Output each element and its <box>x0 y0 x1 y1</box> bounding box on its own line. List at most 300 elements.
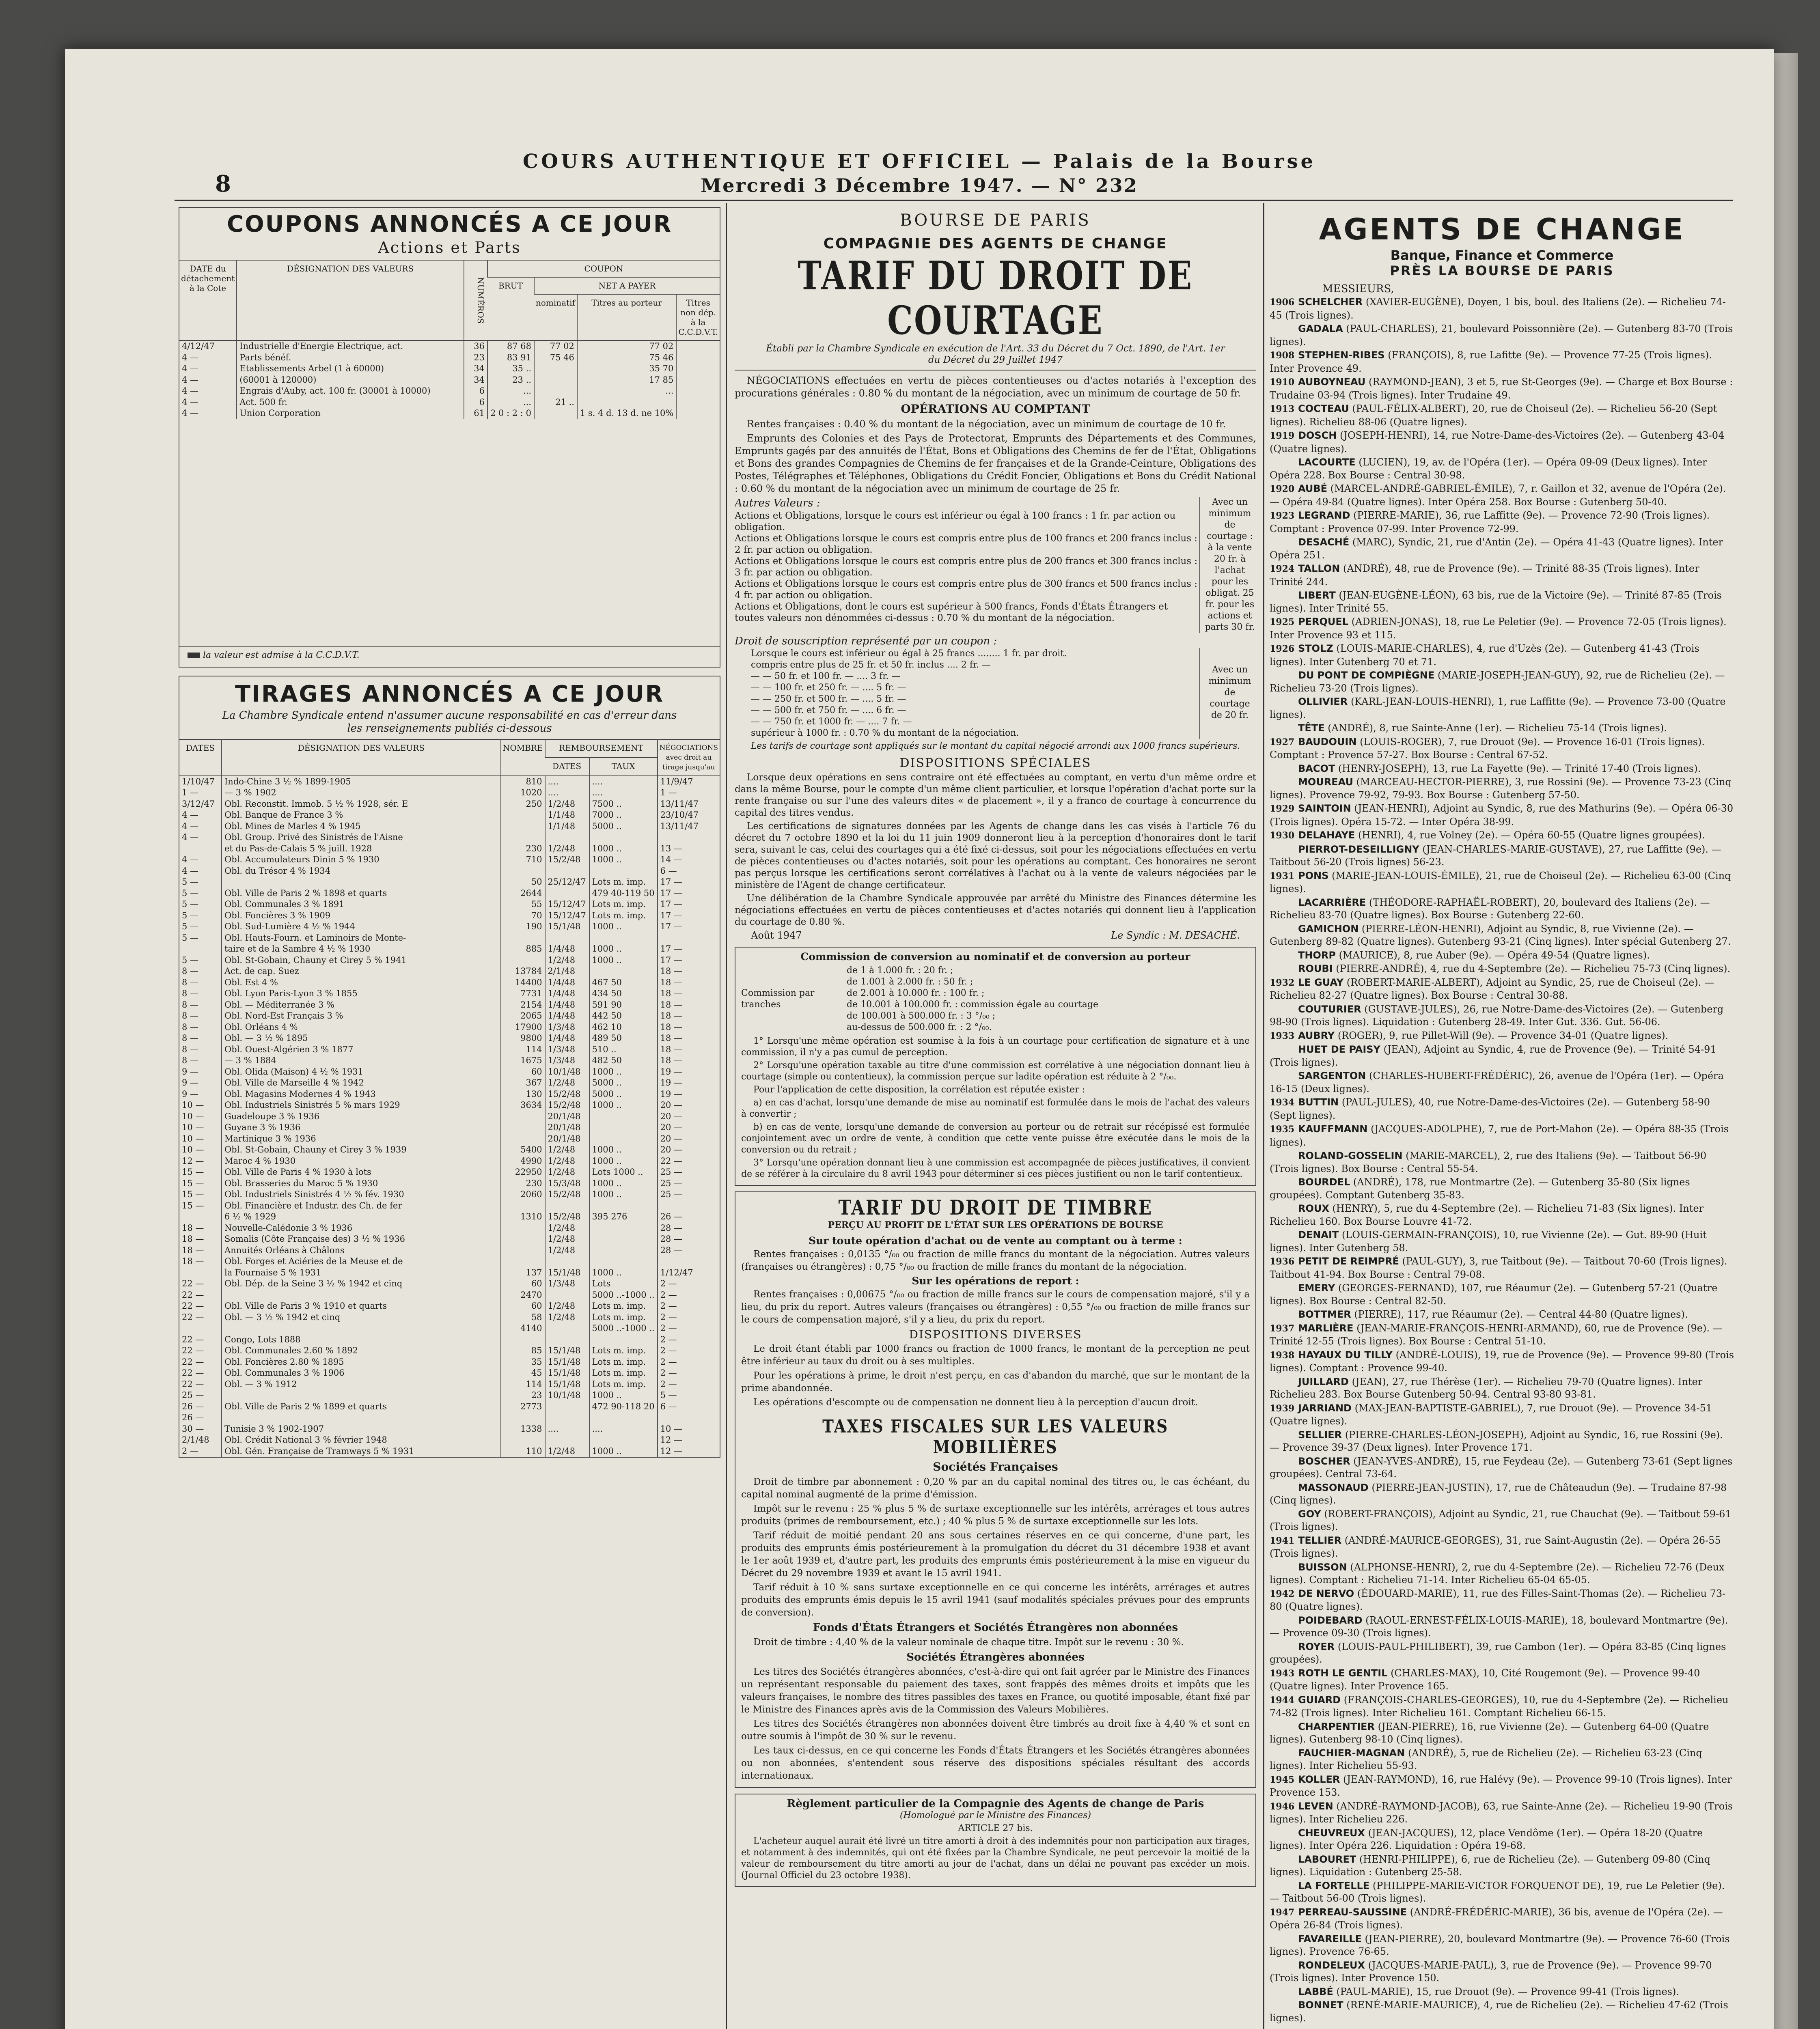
table-cell: 4 — <box>182 855 199 864</box>
coupons-col-numeros: NUMÉROS <box>464 260 487 340</box>
minimum-note: Avec un minimum de courtage : à la vente 20 fr. à l'achat pour les obligat. 25 fr. pour les actions et parts 30 fr. <box>1199 497 1256 633</box>
table-cell: 18 — <box>182 1234 204 1244</box>
agent-detail: (PAUL-JULES), 40, rue Notre-Dame-des-Victoires (2e). — Gutenberg 58-90 (Sept lignes). <box>1270 1096 1710 1121</box>
agent-detail: (MARIE-JEAN-LOUIS-ÉMILE), 21, rue de Choiseul (2e). — Richelieu 63-00 (Cinq lignes). <box>1270 870 1731 894</box>
agent-name: LABBÉ <box>1298 1986 1333 1997</box>
table-cell: 8 — <box>182 1044 199 1054</box>
agent-detail: (JEAN-JACQUES), 12, place Vendôme (1er). — Opéra 18-20 (Quatre lignes). Inter Opéra 226. Liquidation : Opéra 19-68. <box>1270 1827 1703 1851</box>
table-cell <box>545 866 589 877</box>
table-cell: 1 s. 4 d. 13 d. ne 10% <box>577 408 677 419</box>
table-cell <box>501 866 545 877</box>
table-cell <box>589 966 658 977</box>
table-cell: Obl. Lyon Paris-Lyon 3 % 1855 <box>222 988 501 999</box>
table-cell: 1/3/48 <box>545 1044 589 1055</box>
table-cell: 17 — <box>658 955 720 966</box>
list-item <box>1270 616 1734 642</box>
table-row <box>179 1077 720 1089</box>
agent-year: 1937 <box>1270 1323 1295 1334</box>
table-cell <box>534 375 577 386</box>
table-cell: 22 — <box>182 1279 204 1288</box>
table-cell: Obl. du Trésor 4 % 1934 <box>222 866 501 877</box>
table-cell: 10 — <box>182 1111 204 1121</box>
table-cell: 6 — <box>658 1401 720 1413</box>
table-cell: ... <box>577 386 677 397</box>
table-cell: 25 — <box>658 1167 720 1178</box>
table-cell: Obl. Industriels Sinistrés 5 % mars 1929 <box>222 1100 501 1111</box>
table-cell: 1000 .. <box>589 1156 658 1167</box>
table-cell: Lots m. imp. <box>589 1379 658 1390</box>
table-cell <box>589 1334 658 1346</box>
table-cell <box>222 1290 501 1301</box>
table-cell: 17 — <box>658 910 720 922</box>
agent-name: LEVEN <box>1298 1800 1333 1812</box>
list-item: — — 50 fr. et 100 fr. — .... 3 fr. — <box>751 671 901 681</box>
bourse-heading: BOURSE DE PARIS <box>900 211 1091 230</box>
table-row <box>179 363 720 375</box>
agent-name: GAMICHON <box>1298 923 1359 935</box>
agent-detail: (PIERRE-MARIE), 36, rue Laffitte (9e). — Provence 72-90 (Trois lignes). Comptant : Provence 07-99. Inter Provence 72-99. <box>1270 510 1710 534</box>
table-cell <box>501 1256 545 1267</box>
table-cell: 230 <box>501 1178 545 1189</box>
table-cell: 18 — <box>658 1055 720 1066</box>
masthead-date: Mercredi 3 Décembre 1947. — N° 232 <box>701 174 1138 196</box>
agent-year: 1930 <box>1270 830 1295 841</box>
agent-name: COCTEAU <box>1298 403 1349 414</box>
agent-year: 1920 <box>1270 484 1295 494</box>
agent-name: ROLAND-GOSSELIN <box>1298 1150 1403 1161</box>
table-cell <box>658 1412 720 1424</box>
agent-detail: (ANDRÉ-MAURICE-GEORGES), 31, rue Saint-Augustin (2e). — Opéra 26-55 (Trois lignes). <box>1270 1534 1721 1559</box>
table-cell <box>501 1412 545 1424</box>
tarifs-note: Les tarifs de courtage sont appliqués sur le montant du capital négocié arrondi aux 1000 francs supérieurs. <box>750 741 1240 751</box>
list-item <box>1270 1614 1734 1640</box>
table-cell: 2644 <box>501 888 545 899</box>
table-cell <box>676 375 720 386</box>
table-cell: Obl. Industriels Sinistrés 4 ½ % fév. 1930 <box>222 1189 501 1200</box>
table-cell <box>589 1234 658 1245</box>
agent-detail: (PIERRE), 117, rue Réaumur (2e). — Central 44-80 (Quatre lignes). <box>1354 1309 1688 1320</box>
agent-detail: (JOSEPH-HENRI), 14, rue Notre-Dame-des-Victoires (2e). — Gutenberg 43-04 (Quatre lignes). <box>1270 430 1725 454</box>
agent-year: 1947 <box>1270 1907 1295 1918</box>
table-cell: 5000 ..-1000 .. <box>589 1290 658 1301</box>
table-row <box>179 799 720 810</box>
table-cell: Obl. Forges et Aciéries de la Meuse et de <box>222 1256 501 1267</box>
souscription-min: Avec un minimum de courtage de 20 fr. <box>1199 648 1256 739</box>
table-cell: 1/2/48 <box>545 1312 589 1323</box>
table-cell: 15 — <box>182 1167 204 1177</box>
table-cell: taire et de la Sambre 4 ½ % 1930 <box>222 943 501 955</box>
table-cell: 2 — <box>658 1357 720 1368</box>
table-cell: 1/12/47 <box>658 1267 720 1279</box>
societes-francaises: Sociétés Françaises <box>933 1460 1058 1473</box>
table-cell: 18 — <box>182 1256 204 1266</box>
list-item <box>1270 829 1734 842</box>
commission-notes <box>741 1036 1250 1180</box>
diverses-2: Les opérations d'escompte ou de compensation ne donnent lieu à la perception d'aucun droit. <box>753 1397 1198 1408</box>
abonnees-title: Sociétés Étrangères abonnées <box>906 1651 1085 1663</box>
agent-name: STEPHEN-RIBES <box>1298 349 1385 361</box>
table-cell: 10/1/48 <box>545 1066 589 1078</box>
agent-detail: (KARL-JEAN-LOUIS-HENRI), 1, rue Laffitte (9e). — Provence 73-00 (Quatre lignes). <box>1270 696 1726 720</box>
table-cell: 55 <box>501 899 545 910</box>
agent-name: BONNET <box>1298 1999 1343 2011</box>
table-cell: Obl. Ville de Paris 2 % 1898 et quarts <box>222 888 501 899</box>
table-row <box>179 1267 720 1279</box>
coupons-col-brut: BRUT <box>487 277 534 340</box>
table-cell <box>222 1323 501 1334</box>
agent-detail: (PAUL-GUY), 3, rue Taitbout (9e). — Taitbout 70-60 (Trois lignes). Taitbout 41-94. Box Bourse : Central 79-08. <box>1270 1256 1727 1280</box>
table-cell: Obl. Brasseries du Maroc 5 % 1930 <box>222 1178 501 1189</box>
agent-detail: (ROBERT-MARIE-ALBERT), Adjoint au Syndic, 25, rue de Choiseul (2e). — Richelieu 82-27 (Quatre lignes). Box Bourse : Central 30-88. <box>1270 976 1714 1001</box>
table-cell: 22 — <box>182 1379 204 1389</box>
table-cell: 2 — <box>658 1368 720 1379</box>
table-cell: 710 <box>501 854 545 866</box>
table-row <box>179 999 720 1011</box>
list-item <box>1270 1721 1734 1746</box>
table-cell: 2 — <box>658 1345 720 1357</box>
table-cell: 20/1/48 <box>545 1122 589 1133</box>
emprunts-text: Emprunts des Colonies et des Pays de Protectorat, Emprunts des Départements et des Communes, Emprunts gagés par des annuités de l'État, Bons et Obligations des Chemins de fer de l'État, Obligations et Bons des grandes Compagnies de Chemins de fer françaises et de la Grande-Ceinture, Obligations des Postes, Télégraphes et Téléphones, Obligations du Crédit Foncier, Obligations et Bons du Crédit National : 0.60 % du montant de la négociation avec un minimum de courtage de 25 fr. <box>735 433 1256 494</box>
agent-detail: (HENRI-PHILIPPE), 6, rue de Richelieu (2e). — Gutenberg 09-80 (Cinq lignes). Liquidation : Gutenberg 25-58. <box>1270 1853 1710 1878</box>
table-cell: 35 70 <box>577 363 677 375</box>
table-cell: 15/3/48 <box>545 1178 589 1189</box>
table-cell: 482 50 <box>589 1055 658 1066</box>
list-item <box>1270 642 1734 668</box>
list-item <box>1270 776 1734 801</box>
table-cell: 472 90-118 20 <box>589 1401 658 1413</box>
table-cell: 1000 .. <box>589 1267 658 1279</box>
tarif-courtage-sub: Établi par la Chambre Syndicale en exécution de l'Art. 33 du Décret du 7 Oct. 1890, de l'Art. 1er du Décret du 29 Juillet 1947 <box>766 343 1225 365</box>
table-cell: 15/1/48 <box>545 1368 589 1379</box>
table-cell <box>676 352 720 364</box>
table-cell: 19 — <box>658 1089 720 1100</box>
commission-title: Commission de conversion au nominatif et de conversion au porteur <box>800 951 1190 963</box>
table-cell: 5000 .. <box>589 821 658 832</box>
table-cell: Lots m. imp. <box>589 899 658 910</box>
table-cell: 4 — <box>182 397 199 407</box>
list-item <box>1270 843 1734 869</box>
table-row <box>179 1334 720 1346</box>
autres-line-4: Actions et Obligations, dont le cours est supérieur à 500 francs, Fonds d'États Étrangers et toutes valeurs non dénommées ci-dessus : 0.70 % du montant de la négociation. <box>735 601 1168 623</box>
coupons-col-porteur: Titres au porteur <box>577 294 677 340</box>
table-cell: 15/2/48 <box>545 1089 589 1100</box>
table-cell: 190 <box>501 921 545 933</box>
autres-line-1: Actions et Obligations lorsque le cours est compris entre plus de 100 francs et 200 francs inclus : 2 fr. par action ou obligation. <box>735 533 1198 555</box>
table-cell: Obl. Ville de Marseille 4 % 1942 <box>222 1077 501 1089</box>
table-row <box>179 966 720 977</box>
table-cell <box>501 1334 545 1346</box>
table-cell: 1 — <box>182 788 199 797</box>
reglement-text: L'acheteur auquel aurait été livré un titre amorti à droit à des indemnités pour non participation aux tirages, et notamment à des indemnités, qui ont été fixées par la Chambre Syndicale, ne peut percevoir la moitié de la valeur de remboursement du titre amorti au jour de l'achat, dans un délai ne pouvant pas excéder un mois. (Journal Officiel du 23 octobre 1938). <box>741 1836 1250 1880</box>
table-cell: .... <box>545 776 589 788</box>
table-cell: 1/1/48 <box>545 810 589 821</box>
table-cell: Lots m. imp. <box>589 910 658 922</box>
table-cell: Obl. Communales 3 % 1906 <box>222 1368 501 1379</box>
diverses-0: Le droit étant établi par 1000 francs ou fraction de 1000 francs, le montant de la perception ne peut être inférieur au taux du droit ou à ses multiples. <box>741 1344 1250 1367</box>
agent-name: COUTURIER <box>1298 1003 1361 1015</box>
table-cell: 1/4/48 <box>545 999 589 1011</box>
table-cell: 591 90 <box>589 999 658 1011</box>
table-cell: 9800 <box>501 1033 545 1044</box>
table-cell: 15/2/48 <box>545 1211 589 1223</box>
table-cell: 20 — <box>658 1133 720 1145</box>
table-cell: 17 85 <box>577 375 677 386</box>
table-cell: 10/1/48 <box>545 1390 589 1401</box>
agent-detail: (JEAN-YVES-ANDRÉ), 15, rue Feydeau (2e). — Gutenberg 73-61 (Sept lignes groupées). Central 73-64. <box>1270 1455 1733 1480</box>
table-cell: Lots <box>589 1278 658 1290</box>
table-cell: 5400 <box>501 1144 545 1156</box>
coupons-note: la valeur est admise à la C.C.D.V.T. <box>179 646 720 663</box>
table-cell: 479 40-119 50 <box>589 888 658 899</box>
agent-name: AUBRY <box>1298 1030 1335 1041</box>
taxes-0: Droit de timbre par abonnement : 0,20 % par an du capital nominal des titres ou, le cas échéant, du capital nominal augmenté de la prime d'émission. <box>741 1477 1250 1500</box>
table-cell: 15 — <box>182 1200 204 1211</box>
table-cell: 18 — <box>182 1245 204 1255</box>
agent-name: POIDEBARD <box>1298 1614 1363 1626</box>
list-item: Pour l'application de cette disposition, la corrélation est réputée exister : <box>753 1085 1085 1095</box>
table-cell: Obl. Banque de France 3 % <box>222 810 501 821</box>
coupons-title: COUPONS ANNONCÉS A CE JOUR <box>227 211 672 237</box>
table-cell: 8 — <box>182 977 199 987</box>
table-cell: 20 — <box>658 1111 720 1122</box>
fonds-text: Droit de timbre : 4,40 % de la valeur nominale de chaque titre. Impôt sur le revenu : 30 %. <box>753 1637 1184 1648</box>
table-cell: 25 — <box>658 1189 720 1200</box>
agent-name: JARRIAND <box>1298 1402 1352 1414</box>
table-cell: 1/2/48 <box>545 799 589 810</box>
table-row <box>179 1301 720 1312</box>
agent-detail: (CHARLES-MAX), 10, Cité Rougemont (9e). — Provence 99-40 (Quatre lignes). Inter Provence 165. <box>1270 1667 1700 1692</box>
table-cell: 6 ½ % 1929 <box>222 1211 501 1223</box>
agent-name: DU PONT DE COMPIÈGNE <box>1298 670 1435 681</box>
table-row <box>179 1100 720 1111</box>
agent-detail: (PIERRE-LÉON-HENRI), Adjoint au Syndic, 8, rue Vivienne (2e). — Gutenberg 89-82 (Quatre lignes). Gutenberg 93-21 (Cinq lignes). Inter spécial Gutenberg 27. <box>1270 923 1731 947</box>
autres-line-3: Actions et Obligations lorsque le cours est compris entre plus de 300 francs et 500 francs inclus : 4 fr. par action ou obligation. <box>735 579 1198 601</box>
table-row <box>179 1412 720 1424</box>
table-cell <box>501 1122 545 1133</box>
table-cell: 3634 <box>501 1100 545 1111</box>
timbre-p2: Rentes françaises : 0,00675 °/₀₀ ou fraction de mille francs sur le cours de compensation majoré, s'il y a lieu, du prix du report. Autres valeurs (françaises ou étrangères) : 0,55 °/₀₀ ou fraction de mille francs sur le cours de compensation majoré, s'il y a lieu, du prix du report. <box>741 1289 1250 1325</box>
agent-name: DE NERVO <box>1298 1587 1354 1599</box>
table-cell: 1/2/48 <box>545 955 589 966</box>
agent-name: PONS <box>1298 870 1329 881</box>
table-cell: Lots 1000 .. <box>589 1167 658 1178</box>
agent-name: MARLIÈRE <box>1298 1322 1354 1334</box>
table-cell: 18 — <box>658 1033 720 1044</box>
list-item <box>1270 1070 1734 1095</box>
table-cell: Obl. St-Gobain, Chauny et Cirey 5 % 1941 <box>222 955 501 966</box>
table-cell: Engrais d'Auby, act. 100 fr. (30001 à 10000) <box>237 386 464 397</box>
list-item <box>1270 1667 1734 1693</box>
table-cell: 10 — <box>182 1100 204 1110</box>
agent-name: BOTTMER <box>1298 1309 1351 1320</box>
table-row <box>179 866 720 877</box>
table-cell: Industrielle d'Energie Electrique, act. <box>237 340 464 352</box>
agent-name: HUET DE PAISY <box>1298 1044 1380 1055</box>
table-cell <box>545 832 589 843</box>
negociations-text: NÉGOCIATIONS effectuées en vertu de pièces contentieuses ou d'actes notariés à l'exception des procurations générales : 0.80 % du montant de la négociation, avec un minimum de courtage de 50 fr. <box>735 375 1256 399</box>
table-cell: 9 — <box>182 1089 199 1099</box>
table-cell: Obl. Communales 2.60 % 1892 <box>222 1345 501 1357</box>
table-cell: 6 — <box>658 866 720 877</box>
table-cell <box>676 340 720 352</box>
table-cell <box>676 408 720 419</box>
agent-year: 1932 <box>1270 977 1295 988</box>
table-cell <box>589 1435 658 1446</box>
agent-name: OLLIVIER <box>1298 696 1348 707</box>
table-cell <box>179 843 222 855</box>
table-cell: .... <box>545 787 589 799</box>
list-item <box>1270 1123 1734 1149</box>
table-cell: 28 — <box>658 1223 720 1234</box>
taxes-3: Tarif réduit à 10 % sans surtaxe exceptionnelle en ce qui concerne les intérêts, arrérages et autres produits des emprunts émis depuis le 15 avril 1941 (sauf modalités spéciales prévues pour des emprunts de conversion). <box>741 1582 1250 1618</box>
agent-name: LA FORTELLE <box>1298 1880 1370 1891</box>
table-cell: 18 — <box>658 977 720 989</box>
table-row <box>179 1278 720 1290</box>
tirages-col-negociations: NÉGOCIATIONS avec droit au tirage jusqu'au <box>658 739 720 776</box>
table-cell: Annuités Orléans à Châlons <box>222 1245 501 1256</box>
agent-detail: (LOUIS-ROGER), 7, rue Drouot (9e). — Provence 16-01 (Trois lignes). Comptant : Provence 57-27. Box Bourse : Central 67-52. <box>1270 736 1705 760</box>
agent-name: KOLLER <box>1298 1773 1340 1785</box>
coupons-col-net: NET A PAYER <box>534 277 720 294</box>
table-cell: 2/1/48 <box>545 966 589 977</box>
agent-name: FAVAREILLE <box>1298 1933 1362 1945</box>
table-cell: 5 — <box>182 933 199 943</box>
table-cell: 6 <box>464 397 487 408</box>
table-cell <box>179 1323 222 1334</box>
table-cell: 1000 .. <box>589 843 658 855</box>
table-cell: 15/2/48 <box>545 1189 589 1200</box>
table-cell: 7731 <box>501 988 545 999</box>
table-row <box>179 340 720 352</box>
list-item <box>1270 536 1734 562</box>
table-cell: 85 <box>501 1345 545 1357</box>
agent-name: PERREAU-SAUSSINE <box>1298 1906 1407 1918</box>
table-cell: Obl. — Méditerranée 3 % <box>222 999 501 1011</box>
agent-detail: (PIERRE-CHARLES-LÉON-JOSEPH), Adjoint au Syndic, 16, rue Rossini (9e). — Provence 39-37 (Deux lignes). Inter Provence 171. <box>1270 1429 1723 1453</box>
table-cell: 22 — <box>182 1357 204 1367</box>
table-row <box>179 1245 720 1256</box>
list-item <box>1270 762 1734 775</box>
agent-detail: (FRANÇOIS-CHARLES-GEORGES), 10, rue du 4-Septembre (2e). — Richelieu 74-82 (Trois lignes). Inter Richelieu 161. Comptant Richelieu 66-15. <box>1270 1694 1729 1719</box>
table-cell <box>589 1223 658 1234</box>
table-cell: 5 — <box>658 1390 720 1401</box>
dispositions-2: Une délibération de la Chambre Syndicale approuvée par arrêté du Ministre des Finances détermine les négociations effectuées en vertu de pièces contentieuses et d'actes notariés qui donnent lieu à l'application du courtage de 0.80 %. <box>735 893 1256 927</box>
table-cell: Union Corporation <box>237 408 464 419</box>
agent-detail: (MARCEL-ANDRÉ-GABRIEL-ÉMILE), 7, r. Gaillon et 32, avenue de l'Opéra (2e). — Opéra 49-84 (Quatre lignes). Inter Opéra 258. Box Bourse : Gutenberg 50-40. <box>1270 483 1726 508</box>
coupons-col-coupon: COUPON <box>487 260 720 277</box>
column-rule-2 <box>1263 203 1264 2029</box>
agent-detail: (JACQUES-MARIE-PAUL), 3, rue de Provence (9e). — Provence 99-70 (Trois lignes). Inter Provence 150. <box>1270 1959 1712 1984</box>
table-cell <box>545 1256 589 1267</box>
table-cell: Guadeloupe 3 % 1936 <box>222 1111 501 1122</box>
table-cell: 13/11/47 <box>658 821 720 832</box>
coupons-table <box>179 260 720 419</box>
tirages-title: TIRAGES ANNONCÉS A CE JOUR <box>235 681 664 707</box>
table-row <box>179 977 720 989</box>
rentes-text: Rentes françaises : 0.40 % du montant de la négociation, avec un minimum de courtage de 10 fr. <box>747 418 1226 430</box>
table-cell: 19 — <box>658 1077 720 1089</box>
table-cell <box>501 1200 545 1212</box>
table-row <box>179 854 720 866</box>
agent-year: 1942 <box>1270 1588 1295 1599</box>
table-cell <box>658 832 720 843</box>
table-row <box>179 1144 720 1156</box>
table-cell: Obl. Mines de Marles 4 % 1945 <box>222 821 501 832</box>
agent-detail: (RENÉ-MARIE-MAURICE), 4, rue de Richelieu (2e). — Richelieu 47-62 (Trois lignes). <box>1270 1999 1728 2024</box>
table-cell: 9 — <box>182 1066 199 1077</box>
table-cell <box>222 1390 501 1401</box>
agent-name: MOUREAU <box>1298 776 1353 788</box>
table-cell: Lots m. imp. <box>589 1312 658 1323</box>
list-item <box>1270 1376 1734 1401</box>
agent-detail: (ANDRÉ), 5, rue de Richelieu (2e). — Richelieu 63-23 (Cinq lignes). Inter Richelieu 55-93. <box>1270 1747 1702 1771</box>
agent-name: THORP <box>1298 949 1336 961</box>
table-cell: Etablissements Arbel (1 à 60000) <box>237 363 464 375</box>
table-cell: — 3 % 1884 <box>222 1055 501 1066</box>
agent-name: JUILLARD <box>1298 1376 1349 1387</box>
table-cell: 22 — <box>182 1290 204 1300</box>
agent-detail: (HENRI), 4, rue Volney (2e). — Opéra 60-55 (Quatre lignes groupées). <box>1358 829 1705 841</box>
agent-detail: (ADRIEN-JONAS), 18, rue Le Peletier (9e). — Provence 72-05 (Trois lignes). Inter Provence 93 et 115. <box>1270 616 1727 641</box>
table-cell <box>589 1133 658 1145</box>
table-cell: 1/2/48 <box>545 1234 589 1245</box>
table-cell: 810 <box>501 776 545 788</box>
table-cell: Lots m. imp. <box>589 877 658 888</box>
table-cell: 4 — <box>182 375 199 385</box>
table-cell <box>501 832 545 843</box>
list-item: de 1.001 à 2.000 fr. : 50 fr. ; <box>847 977 973 987</box>
agent-detail: (JACQUES-ADOLPHE), 7, rue de Port-Mahon (2e). — Opéra 88-35 (Trois lignes). <box>1270 1123 1729 1148</box>
timbre-h2: Sur les opérations de report : <box>912 1275 1079 1287</box>
table-row <box>179 1401 720 1413</box>
table-cell <box>501 933 545 944</box>
agent-year: 1913 <box>1270 404 1295 414</box>
table-row <box>179 1390 720 1401</box>
agent-year: 1939 <box>1270 1403 1295 1414</box>
table-cell: 1/1/48 <box>545 821 589 832</box>
table-cell: 2060 <box>501 1189 545 1200</box>
table-cell: 13 — <box>658 843 720 855</box>
list-item <box>1270 1959 1734 1985</box>
agent-detail: (PAUL-CHARLES), 21, boulevard Poissonnière (2e). — Gutenberg 83-70 (Trois lignes). <box>1270 323 1733 347</box>
agent-name: SARGENTON <box>1298 1070 1366 1081</box>
table-cell: 15/1/48 <box>545 1267 589 1279</box>
tirages-col-designation: DÉSIGNATION DES VALEURS <box>222 739 501 776</box>
table-cell: 60 <box>501 1278 545 1290</box>
agent-year: 1934 <box>1270 1097 1295 1108</box>
coupons-col-nondep: Titres non dép. à la C.C.D.V.T. <box>676 294 720 340</box>
table-cell: 1/4/48 <box>545 988 589 999</box>
list-item <box>1270 1003 1734 1029</box>
table-cell: 1/3/48 <box>545 1022 589 1033</box>
table-cell: 250 <box>501 799 545 810</box>
agent-detail: (JEAN-HENRI), Adjoint au Syndic, 8, rue des Mathurins (9e). — Opéra 06-30 (Trois lignes). Opéra 15-72. — Inter Opéra 38-99. <box>1270 803 1734 827</box>
table-cell: 50 <box>501 877 545 888</box>
list-item <box>1270 1641 1734 1666</box>
agent-detail: (MAX-JEAN-BAPTISTE-GABRIEL), 7, rue Drouot (9e). — Provence 34-51 (Quatre lignes). <box>1270 1402 1712 1427</box>
table-cell: 1000 .. <box>589 1066 658 1078</box>
taxes-1: Impôt sur le revenu : 25 % plus 5 % de surtaxe exceptionnelle sur les intérêts, arrérages et tous autres produits (primes de remboursement, etc.) ; 40 % plus 5 % de surtaxe exceptionnelle sur les lots. <box>741 1503 1250 1527</box>
table-cell: 1000 .. <box>589 1100 658 1111</box>
agent-detail: (ANDRÉ), 8, rue Sainte-Anne (1er). — Richelieu 75-14 (Trois lignes). <box>1328 722 1667 734</box>
table-cell: 61 <box>464 408 487 419</box>
table-cell: 83 91 <box>487 352 534 364</box>
table-cell: 5 — <box>182 955 199 965</box>
agent-name: BAUDOUIN <box>1298 736 1357 747</box>
table-cell: 1000 .. <box>589 1178 658 1189</box>
table-cell: 8 — <box>182 1033 199 1043</box>
table-cell: 23 <box>501 1390 545 1401</box>
